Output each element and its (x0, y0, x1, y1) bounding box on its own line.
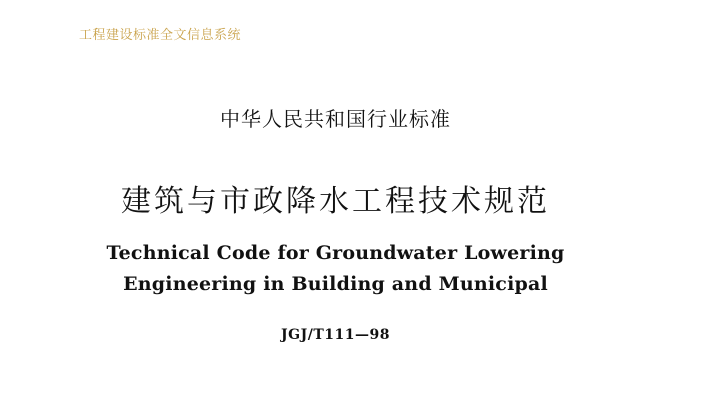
title-en-line-1: Technical Code for Groundwater Lowering (106, 242, 565, 264)
document-title-chinese: 建筑与市政降水工程技术规范 (121, 184, 550, 219)
title-en-line-2: Engineering in Building and Municipal (123, 273, 548, 295)
standard-code: JGJ/T111—98 (281, 327, 390, 343)
document-title-english (0, 238, 671, 300)
watermark-text: 工程建设标准全文信息系统 (79, 28, 242, 43)
standard-category: 中华人民共和国行业标准 (220, 107, 451, 131)
